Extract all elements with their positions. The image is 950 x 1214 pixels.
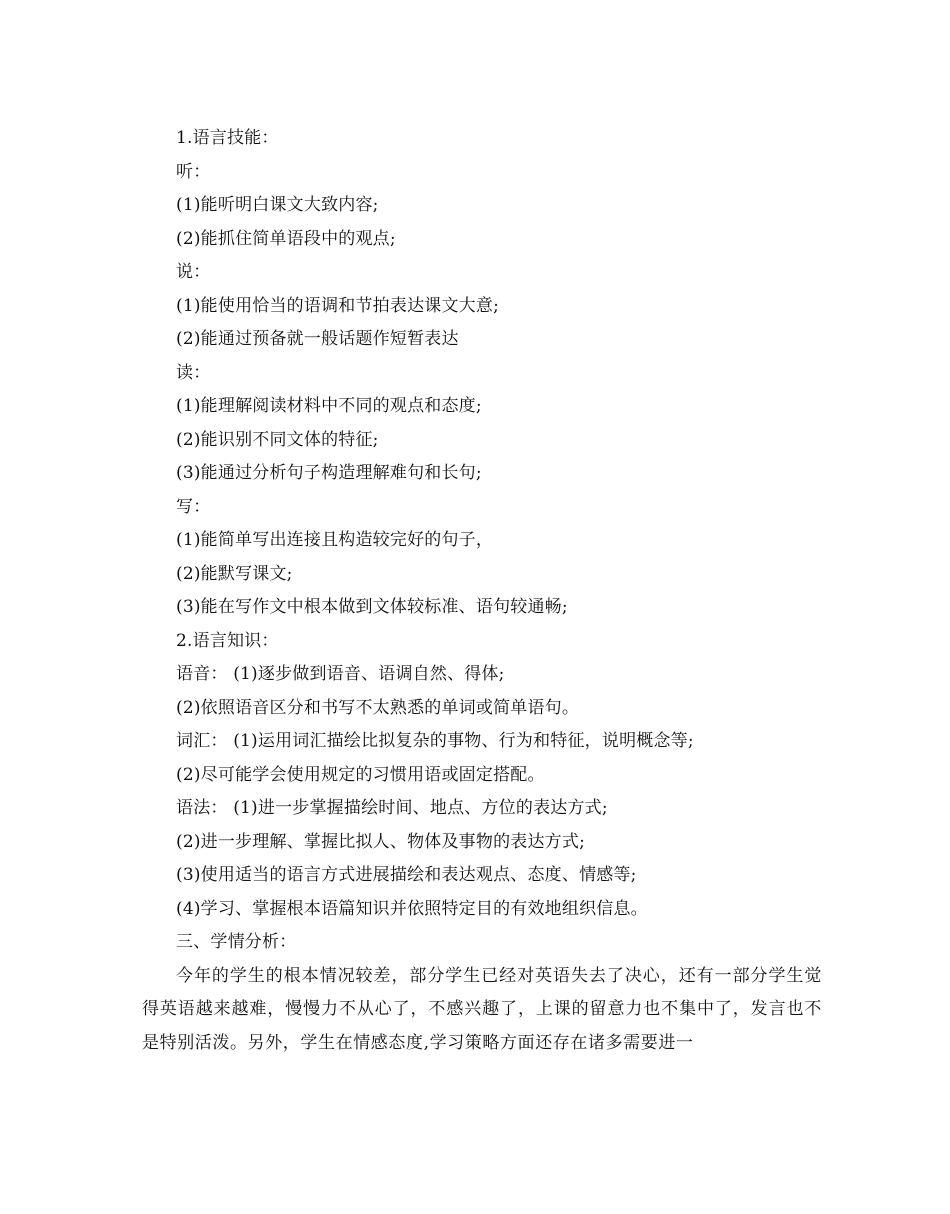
- heading-language-skills: 1.语言技能：: [176, 128, 279, 148]
- heading-language-knowledge: 2.语言知识：: [176, 630, 279, 651]
- list-item-vocabulary: 词汇： (1)运用词汇描绘比拟复杂的事物、行为和特征，说明概念等;: [176, 731, 694, 751]
- list-item: (1)能理解阅读材料中不同的观点和态度;: [176, 396, 482, 416]
- subheading-speaking: 说：: [176, 262, 211, 282]
- list-item-grammar: 语法： (1)进一步掌握描绘时间、地点、方位的表达方式;: [176, 798, 608, 818]
- subheading-reading: 读：: [176, 362, 211, 383]
- document-body: [142, 122, 822, 1060]
- list-item: (2)能默写课文;: [176, 563, 293, 584]
- subheading-listening: 听：: [176, 161, 211, 182]
- list-item: (2)能通过预备就一般话题作短暂表达: [176, 329, 459, 349]
- list-item: (2)进一步理解、掌握比拟人、物体及事物的表达方式;: [176, 831, 586, 852]
- list-item: (1)能使用恰当的语调和节拍表达课文大意;: [176, 295, 500, 316]
- subheading-writing: 写：: [176, 496, 211, 517]
- list-item: (3)能在写作文中根本做到文体较标准、语句较通畅;: [176, 597, 568, 617]
- list-item: (2)依照语音区分和书写不太熟悉的单词或简单语句。: [176, 697, 580, 718]
- list-item: (1)能听明白课文大致内容;: [176, 195, 379, 215]
- list-item: (4)学习、掌握根本语篇知识并依照特定目的有效地组织信息。: [176, 898, 648, 919]
- list-item: (2)能抓住简单语段中的观点;: [176, 228, 396, 249]
- list-item-phonetics: 语音： (1)逐步做到语音、语调自然、得体;: [176, 664, 505, 684]
- list-item: (1)能简单写出连接且构造较完好的句子，: [176, 530, 494, 550]
- list-item: (2)尽可能学会使用规定的习惯用语或固定搭配。: [176, 764, 545, 785]
- heading-student-analysis: 三、学情分析：: [176, 932, 297, 952]
- list-item: (2)能识别不同文体的特征;: [176, 429, 379, 450]
- student-analysis-paragraph: 今年的学生的根本情况较差，部分学生已经对英语失去了决心，还有一部分学生觉得英语越来越难，慢慢力不从心了，不感兴趣了，上课的留意力也不集中了，发言也不是特别活泼。另外，学生在情感态度,学习策略方面还存在诸多需要进一: [142, 965, 822, 1053]
- list-item: (3)能通过分析句子构造理解难句和长句;: [176, 463, 482, 483]
- list-item: (3)使用适当的语言方式进展描绘和表达观点、态度、情感等;: [176, 865, 637, 885]
